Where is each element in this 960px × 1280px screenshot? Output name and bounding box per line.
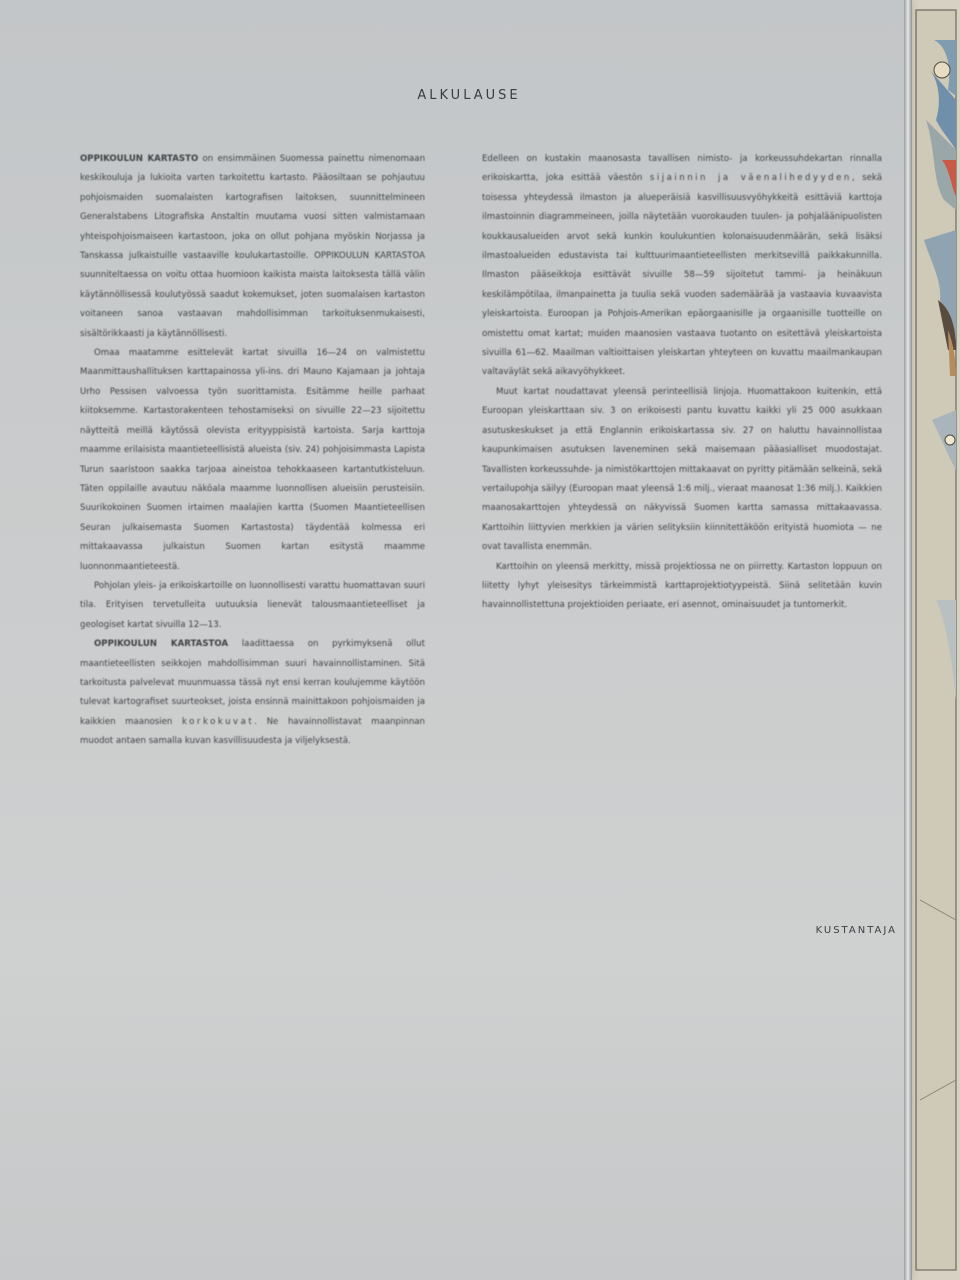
paragraph-7 (482, 558, 882, 616)
paragraph-tail: , sekä toisessa yhteydessä ilmaston ja alueperäisiä kasvillisuusvyöhykkeitä esittäviä karttoja ilmastoinnin diagrammeineen, joilla näytetään vuorokauden tuulen- ja pohjaläänipuolisten koukkausalueiden arvot sekä kunkin koulukuntien kolonaisuudenmäärän, sekä lisäksi ilmastoalueiden edustavista tai kulttuurimaantieteellisten merkitsevillä paikkakunnilla. Ilmaston pääseikkoja esittävät sivuille 58—59 sijoitetut tammi- ja heinäkuun keskilämpötilaa, ilmanpainetta ja tuulia sekä vuoden sademäärää ja vastaavia kuvaavista yleiskartoista. Euroopan ja Pohjois-Amerikan epäorgaanisille ja orgaanisille tuotteille on omistettu omat kartat; muiden maanosien vastaava tuotanto on esitettävä yleiskartoista sivuilla 61—62. Maailman valtioittaisen yleiskartan yhteyteen on kuvattu maailmankaupan valtaväylät sekä aikavyöhykkeet. (482, 173, 882, 378)
paragraph-5 (482, 150, 882, 383)
paragraph-text: on ensimmäinen Suomessa painettu nimenomaan keskikouluja ja lukioita varten tarkoitettu kartasto. Pääosiltaan se pohjautuu pohjoismaiden suomalaisten kartografisen laitoksen, suunnittelmineen Generalstabens Litografiska Anstaltin muutama vuosi sitten valmistamaan yhteispohjoismaiseen kartastoon, joka on ollut pohjana myöskin Norjassa ja Tanskassa julkaistuille vastaaville koulukartastoille. OPPIKOULUN KARTASTOA suunniteltaessa on voitu ottaa huomioon kaikista maista laitoksesta tällä välin käytännöllisessä koulutyössä saadut kokemukset, joten suomalaisen kartaston voitaneen sanoa vastaavan mahdollisimman tarkoituksenmukaisesti, sisältörikkaasti ja käytännöllisesti. (80, 154, 426, 339)
right-column (482, 150, 882, 616)
paragraph-text: Karttoihin on yleensä merkitty, missä projektiossa ne on piirretty. Kartaston loppuun on liitetty lyhyt yleisesitys tärkeimmistä karttaprojektiotyypeistä. Siinä selitetään kuvin havainnollistettuna projektioiden periaate, eri asennot, ominaisuudet ja tuntomerkit. (482, 561, 882, 611)
paragraph-4 (80, 635, 425, 751)
paragraph-text: Pohjolan yleis- ja erikoiskartoille on luonnollisesti varattu huomattavan suuri tila. Erityisen tervetulleita uutuuksia lienevät talousmaantieteelliset ja geologiset kartat sivuilla 12—13. (80, 580, 425, 630)
paragraph-tail: . Ne havainnollistavat maanpinnan muodot antaen samalla kuvan kasvillisuudesta ja viljelyksestä. (80, 716, 425, 747)
map-illustration-fragment (912, 0, 960, 1280)
spaced-term: sijainnin ja väenalihedyyden (649, 173, 852, 184)
page-title: ALKULAUSE (417, 88, 521, 103)
paragraph-2 (80, 344, 425, 577)
publisher-signature: KUSTANTAJA (815, 925, 897, 936)
paragraph-lead: OPPIKOULUN KARTASTO (80, 154, 199, 164)
paragraph-text: Omaa maatamme esittelevät kartat sivuilla 16—24 on valmistettu Maanmittaushallituksen karttapainossa yli-ins. dri Mauno Kajamaan ja johtaja Urho Pessisen valvoessa työn suorittamista. Esitämme heille parhaat kiitoksemme. Kartastorakenteen tehostamiseksi on sivuille 22—23 sijoitettu näytteitä meillä käytössä olevista erityyppisistä kartoista. Sarja karttoja maamme erilaisista maantieteellisistä alueista (siv. 24) pohjoisimmasta Lapista Turun saaristoon saakka tarjoaa aineistoa tehokkaaseen kartantutkisteluun. Täten oppilaille avautuu näköala maamme luonnollisen alueisiin perusteisiin. Suurikokoinen Suomen irtaimen maalajien kartta (Suomen Maantieteellisen Seuran julkaisemasta Suomen Kartastosta) täydentää kolmessa eri mittakaavassa julkaistun Suomen kartan esitystä maamme luonnonmaantieteestä. (80, 348, 425, 572)
paragraph-6 (482, 383, 882, 558)
paragraph-lead: OPPIKOULUN KARTASTOA (94, 639, 229, 650)
spaced-term: korkokuvat (182, 716, 255, 727)
paragraph-1 (80, 150, 425, 344)
paragraph-text: Edelleen on kustakin maanosasta tavallisen nimisto- ja korkeussuhdekartan rinnalla erikoiskartta, joka esittää väestön (482, 154, 882, 184)
paragraph-text: Muut kartat noudattavat yleensä perinteellisiä linjoja. Huomattakoon kuitenkin, että Euroopan yleiskarttaan siv. 3 on erikoisesti pantu kuvattu kaikki yli 25 000 asukkaan asutuskeskukset ja että Englannin erikoiskartassa siv. 27 on haluttu havainnollistaa kaupunkimaisen asutuksen laveneminen sekä maisemaan pääasialliset muodostajat. Tavallisten korkeussuhde- ja nimistökarttojen mittakaavat on pyritty pitämään selkeinä, sekä vertailupohja säilyy (Euroopan maat yleensä 1:6 milj., vieraat maanosat 1:36 milj.). Kaikkien maanosakarttojen yhteydessä on näkyvissä Suomen kartta samassa mittakaavassa. Karttoihin liittyvien merkkien ja värien selityksiin kiinnitettäköön erityistä huomiota — ne ovat tavallista enemmän. (482, 386, 882, 553)
paragraph-text: laadittaessa on pyrkimyksenä ollut maantieteellisten seikkojen mahdollisimman suuri havainnollistaminen. Sitä tarkoitusta palvelevat muunmuassa tässä nyt ensi kerran koulujemme käytöön tulevat kartografiset suurteokset, joista ensinnä mainittakoon pohjoismaiden ja kaikkien maanosien (80, 639, 426, 727)
next-page-illustration (912, 0, 960, 1280)
left-column (80, 150, 425, 752)
page-edge (904, 0, 912, 1280)
paragraph-3 (80, 577, 425, 635)
